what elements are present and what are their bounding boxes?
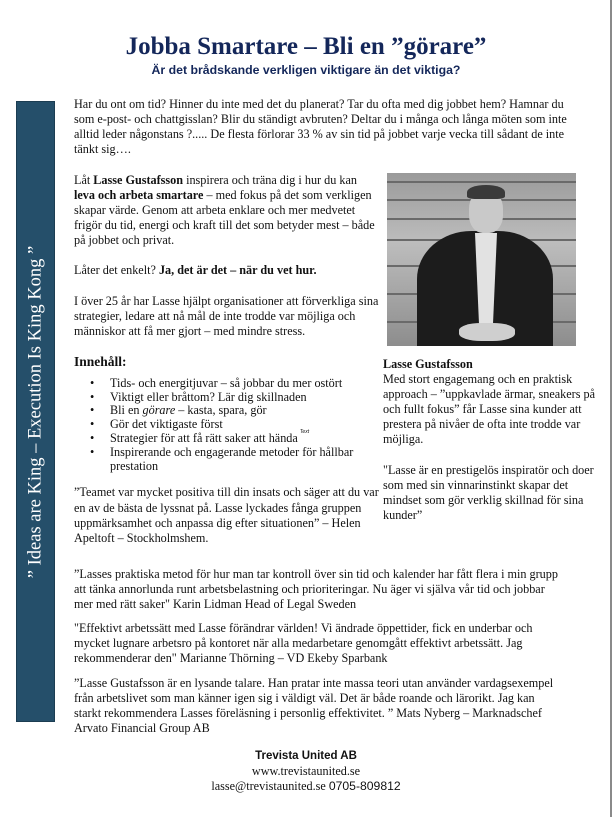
footer-contact bbox=[0, 779, 612, 794]
list-item bbox=[74, 391, 379, 405]
contents-list bbox=[74, 377, 379, 474]
bio-block bbox=[383, 357, 599, 523]
testimonial: ”Lasse Gustafsson är en lysande talare. Han pratar inte massa teori utan använder vardagsexempel från arbetslivet som man känner igen sig i väldigt väl. Det är både roande och lärorikt. Jag kan starkt rekommendera Lasses föreläsning i personlig effektivitet. ” Mats Nyberg – Marknadschef Arvato Financial Group AB bbox=[74, 675, 554, 735]
list-item-text: Bli en bbox=[110, 403, 143, 418]
bullet-icon: • bbox=[90, 375, 95, 390]
list-item bbox=[74, 377, 379, 391]
footer-phone: 0705-809812 bbox=[328, 779, 401, 793]
tagline-paragraph bbox=[74, 263, 379, 278]
page-subtitle: Är det brådskande verkligen viktigare än det viktiga? bbox=[151, 63, 461, 77]
tagline-text: Låter det enkelt? bbox=[74, 263, 159, 278]
pitch-highlight: leva och arbeta smartare bbox=[74, 188, 204, 203]
list-item bbox=[74, 404, 379, 418]
footer bbox=[0, 749, 612, 794]
pitch-name: Lasse Gustafsson bbox=[93, 173, 184, 187]
contents-heading: Innehåll: bbox=[74, 353, 127, 369]
list-item-text: Viktigt eller bråttom? Lär dig skillnaden bbox=[110, 389, 307, 404]
bullet-icon: • bbox=[90, 444, 95, 459]
photo-person-hands bbox=[459, 323, 515, 341]
photo-step bbox=[387, 181, 576, 183]
footer-company: Trevista United AB bbox=[255, 750, 357, 762]
pitch-text: – med fokus på det som verkligen skapar värde. Genom att arbeta enklare och mer medvetet frigör du tid, energi och kraft till det som betyder mest – både på jobbet och privat. bbox=[74, 188, 375, 248]
list-item-text: Tids- och energitjuvar – så jobbar du mer ostört bbox=[110, 375, 343, 390]
portrait-photo bbox=[387, 173, 576, 346]
testimonial: "Effektivt arbetssätt med Lasse förändrar världen! Vi ändrade öppettider, fick en underbar och mycket lugnare arbetsro på kontoret när alla medarbetare genomgått effektivt arbetssätt. Jag rekommenderar den" Marianne Thörning – VD Ekeby Sparbank bbox=[74, 621, 533, 666]
bullet-icon: • bbox=[90, 389, 95, 404]
list-item-text: Inspirerande och engagerande metoder för hållbar prestation bbox=[110, 444, 354, 473]
bullet-icon: • bbox=[90, 403, 95, 418]
intro-paragraph: Har du ont om tid? Hinner du inte med det du planerat? Tar du ofta med dig jobbet hem? Hamnar du som e-post- och chattgisslan? Blir du ständigt avbruten? Deltar du i många och långa möten som inte alltid leder någonstans ?..... De flesta förlorar 33 % av sin tid på jobbet varje vecka till sådant de inte tänkt sig…. bbox=[74, 97, 567, 157]
list-item-emphasis: görare bbox=[142, 403, 176, 418]
left-column bbox=[74, 173, 379, 561]
bullet-icon: • bbox=[90, 417, 95, 432]
list-item-text: Gör det viktigaste först bbox=[110, 417, 223, 432]
testimonials-column bbox=[74, 567, 558, 745]
list-item bbox=[74, 429, 379, 446]
testimonial: ”Teamet var mycket positiva till din insats och säger att du var en av de bästa de lyssnat på. Lasse lyckades fånga gruppen uppmärksamhet och anpassa dig efter situationen” – Helen Apeltoft – Stockholmshem. bbox=[74, 485, 379, 545]
bullet-icon: • bbox=[90, 431, 95, 446]
sidebar-quote: ” Ideas are King – Execution Is King Kong ” bbox=[25, 245, 45, 578]
bio-quote: "Lasse är en prestigelös inspiratör och doer som med sin vinnarinstinkt skapar det mindset som gör verklig skillnad för sina kunder” bbox=[383, 462, 594, 522]
testimonial: ”Lasses praktiska metod för hur man tar kontroll över sin tid och kalender har fått flera i min grupp att tänka annorlunda runt arbetsbelastning och prioriteringar. Nu äger vi själva vår tid och jobbar mer med rätt saker" Karin Lidman Head of Legal Sweden bbox=[74, 567, 558, 612]
list-item-text: Strategier för att få rätt saker att hända bbox=[110, 431, 298, 446]
tagline-highlight: Ja, det är det – när du vet hur. bbox=[158, 263, 317, 278]
footer-email[interactable]: lasse@trevistaunited.se bbox=[211, 779, 326, 793]
bio-name: Lasse Gustafsson bbox=[383, 357, 473, 371]
bio-text: Med stort engagemang och en praktisk approach – ”uppkavlade ärmar, sneakers på och fullt fokus” får Lasse sina kunder att prestera på nivåer de ofta inte trodde var möjliga. bbox=[383, 372, 596, 447]
text-box-marker: Text bbox=[299, 429, 310, 436]
experience-paragraph: I över 25 år har Lasse hjälpt organisationer att förverkliga sina strategier, ledare att nå mål de inte trodde var möjliga och människor att få mer gjort – med mindre stress. bbox=[74, 293, 379, 338]
footer-website[interactable]: www.trevistaunited.se bbox=[251, 764, 361, 778]
pitch-text: inspirera och träna dig i hur du kan bbox=[183, 173, 357, 187]
list-item-text: – kasta, spara, gör bbox=[175, 403, 267, 418]
list-item bbox=[74, 446, 379, 474]
sidebar-quote-banner bbox=[16, 101, 55, 722]
photo-person-hair bbox=[467, 185, 505, 199]
pitch-text: Låt bbox=[74, 173, 94, 187]
list-item bbox=[74, 418, 379, 432]
pitch-paragraph bbox=[74, 173, 379, 248]
page-title: Jobba Smartare – Bli en ”görare” bbox=[125, 33, 487, 60]
